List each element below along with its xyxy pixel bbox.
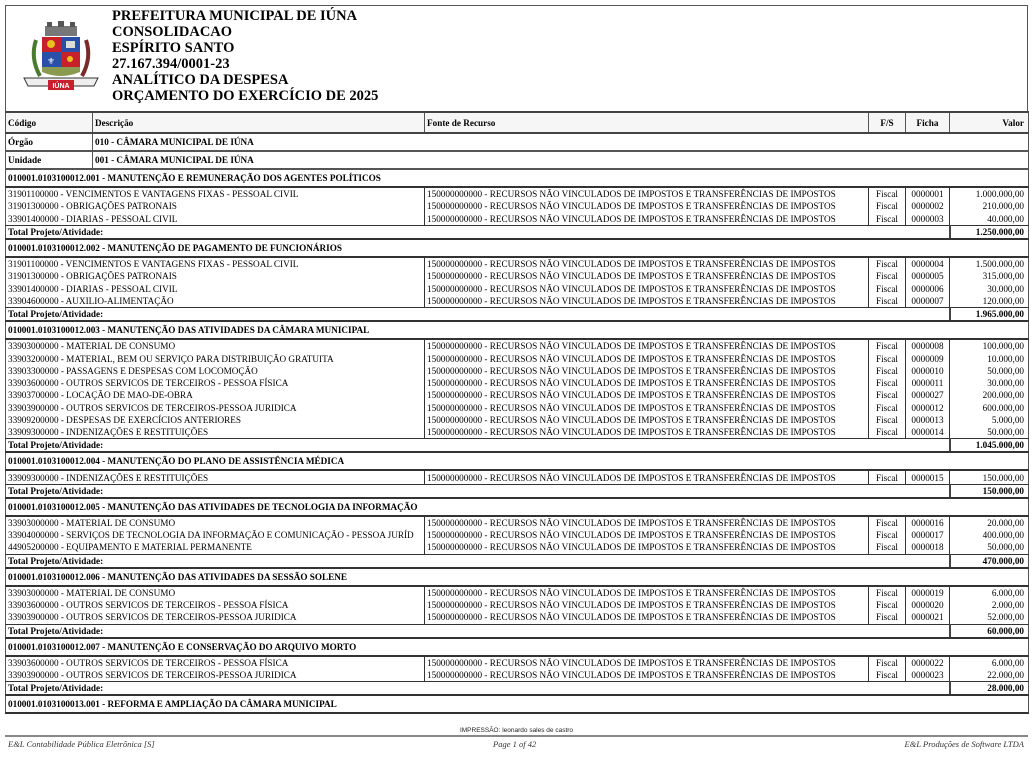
expense-value: 210.000,00 (950, 200, 1029, 212)
orgao-row (6, 133, 1029, 151)
budget-year-title: ORÇAMENTO DO EXERCÍCIO DE 2025 (112, 88, 379, 104)
report-titles (112, 8, 378, 104)
project-header-row (6, 169, 1029, 187)
expense-description: 33903000000 - MATERIAL DE CONSUMO (8, 587, 176, 598)
expense-value: 400.000,00 (950, 529, 1029, 541)
expense-value: 200.000,00 (950, 389, 1029, 401)
resource-source: 150000000000 - RECURSOS NÃO VINCULADOS DE IMPOSTOS E TRANSFERÊNCIAS DE IMPOSTOS (425, 213, 869, 226)
resource-source: 150000000000 - RECURSOS NÃO VINCULADOS DE IMPOSTOS E TRANSFERÊNCIAS DE IMPOSTOS (425, 470, 869, 484)
expense-value: 40.000,00 (950, 213, 1029, 226)
fs-type: Fiscal (869, 339, 906, 352)
ficha-number: 0000002 (906, 200, 950, 212)
fs-type: Fiscal (869, 352, 906, 364)
orgao-value: 010 - CÂMARA MUNICIPAL DE IÚNA (93, 133, 1029, 151)
expense-description: 33903300000 - PASSAGENS E DESPESAS COM LOCOMOÇÃO (8, 365, 258, 376)
entity-title: CONSOLIDACAO (112, 24, 233, 40)
unidade-value: 001 - CÂMARA MUNICIPAL DE IÚNA (93, 151, 1029, 169)
resource-source: 150000000000 - RECURSOS NÃO VINCULADOS DE IMPOSTOS E TRANSFERÊNCIAS DE IMPOSTOS (425, 257, 869, 270)
ficha-number: 0000017 (906, 529, 950, 541)
resource-source: 150000000000 - RECURSOS NÃO VINCULADOS DE IMPOSTOS E TRANSFERÊNCIAS DE IMPOSTOS (425, 611, 869, 624)
state-title: ESPÍRITO SANTO (112, 40, 235, 56)
project-title: 010001.0103100012.004 - MANUTENÇÃO DO PLANO DE ASSISTÊNCIA MÉDICA (6, 452, 1029, 470)
expense-value: 100.000,00 (950, 339, 1029, 352)
expense-row (6, 257, 1029, 270)
ficha-number: 0000020 (906, 599, 950, 611)
expense-value: 50.000,00 (950, 426, 1029, 439)
expense-value: 150.000,00 (950, 470, 1029, 484)
col-fs: F/S (869, 112, 906, 133)
expense-description: 33903000000 - MATERIAL DE CONSUMO (8, 341, 176, 352)
fs-type: Fiscal (869, 200, 906, 212)
expense-description: 33904000000 - SERVIÇOS DE TECNOLOGIA DA INFORMAÇÃO E COMUNICAÇÃO - PESSOA JURÍD (8, 530, 414, 541)
expense-row (6, 599, 1029, 611)
project-header-row (6, 239, 1029, 257)
ficha-number: 0000005 (906, 270, 950, 282)
expense-description: 33909300000 - INDENIZAÇÕES E RESTITUIÇÕES (8, 472, 209, 483)
cnpj: 27.167.394/0001-23 (112, 56, 230, 72)
ficha-number: 0000018 (906, 541, 950, 554)
expense-value: 6.000,00 (950, 586, 1029, 599)
project-title: 010001.0103100013.001 - REFORMA E AMPLIAÇÃO DA CÂMARA MUNICIPAL (6, 695, 1029, 713)
municipality-title: PREFEITURA MUNICIPAL DE IÚNA (112, 8, 358, 24)
resource-source: 150000000000 - RECURSOS NÃO VINCULADOS DE IMPOSTOS E TRANSFERÊNCIAS DE IMPOSTOS (425, 402, 869, 414)
expense-description: 33903000000 - MATERIAL DE CONSUMO (8, 517, 176, 528)
fs-type: Fiscal (869, 282, 906, 294)
fs-type: Fiscal (869, 270, 906, 282)
expense-description: 31901100000 - VENCIMENTOS E VANTAGENS FIXAS - PESSOAL CIVIL (8, 259, 299, 270)
expense-description: 31901300000 - OBRIGAÇÕES PATRONAIS (8, 271, 177, 282)
expense-value: 2.000,00 (950, 599, 1029, 611)
project-total-row (6, 484, 1029, 498)
total-value: 470.000,00 (950, 554, 1029, 568)
col-codigo: Código (6, 112, 93, 133)
project-title: 010001.0103100012.006 - MANUTENÇÃO DAS ATIVIDADES DA SESSÃO SOLENE (6, 568, 1029, 586)
expense-row (6, 270, 1029, 282)
expense-description: 33901400000 - DIARIAS - PESSOAL CIVIL (8, 213, 178, 224)
expense-row (6, 541, 1029, 554)
fs-type: Fiscal (869, 599, 906, 611)
project-title: 010001.0103100012.001 - MANUTENÇÃO E REMUNERAÇÃO DOS AGENTES POLÍTICOS (6, 169, 1029, 187)
col-fonte: Fonte de Recurso (425, 112, 869, 133)
expense-row (6, 611, 1029, 624)
ficha-number: 0000021 (906, 611, 950, 624)
resource-source: 150000000000 - RECURSOS NÃO VINCULADOS DE IMPOSTOS E TRANSFERÊNCIAS DE IMPOSTOS (425, 656, 869, 669)
footer-company: E&L Produções de Software LTDA (904, 739, 1024, 749)
expense-description: 44905200000 - EQUIPAMENTO E MATERIAL PERMANENTE (8, 542, 252, 553)
expense-description: 33903900000 - OUTROS SERVICOS DE TERCEIROS-PESSOA JURIDICA (8, 612, 297, 623)
col-descricao: Descrição (93, 112, 425, 133)
report-title: ANALÍTICO DA DESPESA (112, 72, 289, 88)
resource-source: 150000000000 - RECURSOS NÃO VINCULADOS DE IMPOSTOS E TRANSFERÊNCIAS DE IMPOSTOS (425, 426, 869, 439)
expense-row (6, 365, 1029, 377)
project-title: 010001.0103100012.003 - MANUTENÇÃO DAS ATIVIDADES DA CÂMARA MUNICIPAL (6, 321, 1029, 339)
fs-type: Fiscal (869, 213, 906, 226)
fs-type: Fiscal (869, 414, 906, 426)
project-title: 010001.0103100012.002 - MANUTENÇÃO DE PAGAMENTO DE FUNCIONÁRIOS (6, 239, 1029, 257)
ficha-number: 0000013 (906, 414, 950, 426)
project-header-row (6, 695, 1029, 713)
resource-source: 150000000000 - RECURSOS NÃO VINCULADOS DE IMPOSTOS E TRANSFERÊNCIAS DE IMPOSTOS (425, 295, 869, 308)
col-valor: Valor (950, 112, 1029, 133)
fs-type: Fiscal (869, 187, 906, 200)
ficha-number: 0000015 (906, 470, 950, 484)
expense-description: 31901100000 - VENCIMENTOS E VANTAGENS FIXAS - PESSOAL CIVIL (8, 189, 299, 200)
expense-description: 33903700000 - LOCAÇÃO DE MAO-DE-OBRA (8, 390, 193, 401)
footer-divider (5, 735, 1028, 737)
svg-text:⚜: ⚜ (46, 56, 56, 66)
fs-type: Fiscal (869, 257, 906, 270)
ficha-number: 0000016 (906, 516, 950, 529)
fs-type: Fiscal (869, 389, 906, 401)
project-total-row (6, 554, 1029, 568)
print-user: IMPRESSÃO: leonardo sales de castro (459, 727, 574, 734)
expense-row (6, 282, 1029, 294)
expense-row (6, 586, 1029, 599)
resource-source: 150000000000 - RECURSOS NÃO VINCULADOS DE IMPOSTOS E TRANSFERÊNCIAS DE IMPOSTOS (425, 541, 869, 554)
total-value: 1.965.000,00 (950, 308, 1029, 322)
expense-value: 50.000,00 (950, 365, 1029, 377)
report-page (5, 5, 1028, 714)
expense-description: 33903900000 - OUTROS SERVICOS DE TERCEIROS-PESSOA JURIDICA (8, 669, 297, 680)
unidade-row (6, 151, 1029, 169)
expense-row (6, 414, 1029, 426)
total-label: Total Projeto/Atividade: (6, 308, 950, 322)
expense-row (6, 669, 1029, 682)
fs-type: Fiscal (869, 541, 906, 554)
resource-source: 150000000000 - RECURSOS NÃO VINCULADOS DE IMPOSTOS E TRANSFERÊNCIAS DE IMPOSTOS (425, 669, 869, 682)
fs-type: Fiscal (869, 295, 906, 308)
ficha-number: 0000004 (906, 257, 950, 270)
expense-value: 315.000,00 (950, 270, 1029, 282)
expense-value: 30.000,00 (950, 377, 1029, 389)
ficha-number: 0000027 (906, 389, 950, 401)
expense-description: 33903900000 - OUTROS SERVICOS DE TERCEIROS-PESSOA JURIDICA (8, 402, 297, 413)
fs-type: Fiscal (869, 377, 906, 389)
expense-value: 600.000,00 (950, 402, 1029, 414)
expense-value: 30.000,00 (950, 282, 1029, 294)
expense-value: 1.000.000,00 (950, 187, 1029, 200)
resource-source: 150000000000 - RECURSOS NÃO VINCULADOS DE IMPOSTOS E TRANSFERÊNCIAS DE IMPOSTOS (425, 414, 869, 426)
resource-source: 150000000000 - RECURSOS NÃO VINCULADOS DE IMPOSTOS E TRANSFERÊNCIAS DE IMPOSTOS (425, 599, 869, 611)
total-value: 60.000,00 (950, 624, 1029, 638)
footer-software: E&L Contabilidade Pública Eletrônica [S] (8, 739, 155, 749)
expense-row (6, 529, 1029, 541)
fs-type: Fiscal (869, 402, 906, 414)
resource-source: 150000000000 - RECURSOS NÃO VINCULADOS DE IMPOSTOS E TRANSFERÊNCIAS DE IMPOSTOS (425, 200, 869, 212)
expense-value: 6.000,00 (950, 656, 1029, 669)
report-header (5, 5, 1028, 111)
ficha-number: 0000019 (906, 586, 950, 599)
resource-source: 150000000000 - RECURSOS NÃO VINCULADOS DE IMPOSTOS E TRANSFERÊNCIAS DE IMPOSTOS (425, 352, 869, 364)
ficha-number: 0000003 (906, 213, 950, 226)
unidade-label: Unidade (6, 151, 93, 169)
resource-source: 150000000000 - RECURSOS NÃO VINCULADOS DE IMPOSTOS E TRANSFERÊNCIAS DE IMPOSTOS (425, 586, 869, 599)
fs-type: Fiscal (869, 470, 906, 484)
expense-description: 33909200000 - DESPESAS DE EXERCÍCIOS ANTERIORES (8, 415, 242, 425)
expense-description: 33903600000 - OUTROS SERVICOS DE TERCEIROS - PESSOA FÍSICA (8, 378, 289, 389)
expense-value: 5.000,00 (950, 414, 1029, 426)
page-number: Page 1 of 42 (493, 739, 537, 749)
total-label: Total Projeto/Atividade: (6, 624, 950, 638)
fs-type: Fiscal (869, 516, 906, 529)
expense-row (6, 339, 1029, 352)
ficha-number: 0000023 (906, 669, 950, 682)
expense-description: 31901300000 - OBRIGAÇÕES PATRONAIS (8, 201, 177, 212)
total-label: Total Projeto/Atividade: (6, 439, 950, 453)
resource-source: 150000000000 - RECURSOS NÃO VINCULADOS DE IMPOSTOS E TRANSFERÊNCIAS DE IMPOSTOS (425, 377, 869, 389)
expense-value: 50.000,00 (950, 541, 1029, 554)
expense-value: 22.000,00 (950, 669, 1029, 682)
ficha-number: 0000010 (906, 365, 950, 377)
ficha-number: 0000001 (906, 187, 950, 200)
fs-type: Fiscal (869, 426, 906, 439)
expense-row (6, 470, 1029, 484)
expense-row (6, 389, 1029, 401)
col-ficha: Ficha (906, 112, 950, 133)
expense-value: 52.000,00 (950, 611, 1029, 624)
ficha-number: 0000011 (906, 377, 950, 389)
svg-text:IÚNA: IÚNA (52, 83, 70, 90)
resource-source: 150000000000 - RECURSOS NÃO VINCULADOS DE IMPOSTOS E TRANSFERÊNCIAS DE IMPOSTOS (425, 516, 869, 529)
expense-row (6, 402, 1029, 414)
expense-row (6, 377, 1029, 389)
total-label: Total Projeto/Atividade: (6, 225, 950, 239)
expense-description: 33909300000 - INDENIZAÇÕES E RESTITUIÇÕES (8, 427, 209, 438)
ficha-number: 0000009 (906, 352, 950, 364)
project-header-row (6, 638, 1029, 656)
fs-type: Fiscal (869, 611, 906, 624)
resource-source: 150000000000 - RECURSOS NÃO VINCULADOS DE IMPOSTOS E TRANSFERÊNCIAS DE IMPOSTOS (425, 365, 869, 377)
resource-source: 150000000000 - RECURSOS NÃO VINCULADOS DE IMPOSTOS E TRANSFERÊNCIAS DE IMPOSTOS (425, 187, 869, 200)
expense-row (6, 516, 1029, 529)
project-total-row (6, 225, 1029, 239)
expense-description: 33901400000 - DIARIAS - PESSOAL CIVIL (8, 283, 178, 294)
total-value: 1.250.000,00 (950, 225, 1029, 239)
fs-type: Fiscal (869, 365, 906, 377)
fs-type: Fiscal (869, 529, 906, 541)
ficha-number: 0000022 (906, 656, 950, 669)
project-header-row (6, 321, 1029, 339)
total-value: 150.000,00 (950, 484, 1029, 498)
total-label: Total Projeto/Atividade: (6, 682, 950, 696)
project-header-row (6, 498, 1029, 516)
expense-row (6, 352, 1029, 364)
total-value: 28.000,00 (950, 682, 1029, 696)
expense-value: 20.000,00 (950, 516, 1029, 529)
expense-value: 10.000,00 (950, 352, 1029, 364)
ficha-number: 0000014 (906, 426, 950, 439)
expense-row (6, 295, 1029, 308)
project-total-row (6, 624, 1029, 638)
project-total-row (6, 308, 1029, 322)
project-title: 010001.0103100012.007 - MANUTENÇÃO E CONSERVAÇÃO DO ARQUIVO MORTO (6, 638, 1029, 656)
project-total-row (6, 682, 1029, 696)
project-title: 010001.0103100012.005 - MANUTENÇÃO DAS ATIVIDADES DE TECNOLOGIA DA INFORMAÇÃO (6, 498, 1029, 516)
expense-description: 33903600000 - OUTROS SERVICOS DE TERCEIROS - PESSOA FÍSICA (8, 600, 289, 611)
expense-row (6, 656, 1029, 669)
project-header-row (6, 568, 1029, 586)
expense-description: 33904600000 - AUXILIO-ALIMENTAÇÃO (8, 295, 174, 306)
municipal-coat-of-arms-icon (18, 20, 104, 96)
fs-type: Fiscal (869, 656, 906, 669)
ficha-number: 0000006 (906, 282, 950, 294)
ficha-number: 0000012 (906, 402, 950, 414)
total-label: Total Projeto/Atividade: (6, 484, 950, 498)
expense-row (6, 426, 1029, 439)
expense-description: 33903600000 - OUTROS SERVICOS DE TERCEIROS - PESSOA FÍSICA (8, 657, 289, 668)
expense-value: 120.000,00 (950, 295, 1029, 308)
resource-source: 150000000000 - RECURSOS NÃO VINCULADOS DE IMPOSTOS E TRANSFERÊNCIAS DE IMPOSTOS (425, 270, 869, 282)
expense-row (6, 187, 1029, 200)
resource-source: 150000000000 - RECURSOS NÃO VINCULADOS DE IMPOSTOS E TRANSFERÊNCIAS DE IMPOSTOS (425, 529, 869, 541)
expense-row (6, 200, 1029, 212)
expense-description: 33903200000 - MATERIAL, BEM OU SERVIÇO PARA DISTRIBUIÇÃO GRATUITA (8, 353, 334, 364)
total-label: Total Projeto/Atividade: (6, 554, 950, 568)
resource-source: 150000000000 - RECURSOS NÃO VINCULADOS DE IMPOSTOS E TRANSFERÊNCIAS DE IMPOSTOS (425, 339, 869, 352)
ficha-number: 0000008 (906, 339, 950, 352)
column-header-row (6, 112, 1029, 133)
project-header-row (6, 452, 1029, 470)
resource-source: 150000000000 - RECURSOS NÃO VINCULADOS DE IMPOSTOS E TRANSFERÊNCIAS DE IMPOSTOS (425, 389, 869, 401)
resource-source: 150000000000 - RECURSOS NÃO VINCULADOS DE IMPOSTOS E TRANSFERÊNCIAS DE IMPOSTOS (425, 282, 869, 294)
ficha-number: 0000007 (906, 295, 950, 308)
expense-row (6, 213, 1029, 226)
project-total-row (6, 439, 1029, 453)
total-value: 1.045.000,00 (950, 439, 1029, 453)
fs-type: Fiscal (869, 669, 906, 682)
expense-value: 1.500.000,00 (950, 257, 1029, 270)
expense-table (5, 111, 1029, 714)
fs-type: Fiscal (869, 586, 906, 599)
orgao-label: Órgão (6, 133, 93, 151)
